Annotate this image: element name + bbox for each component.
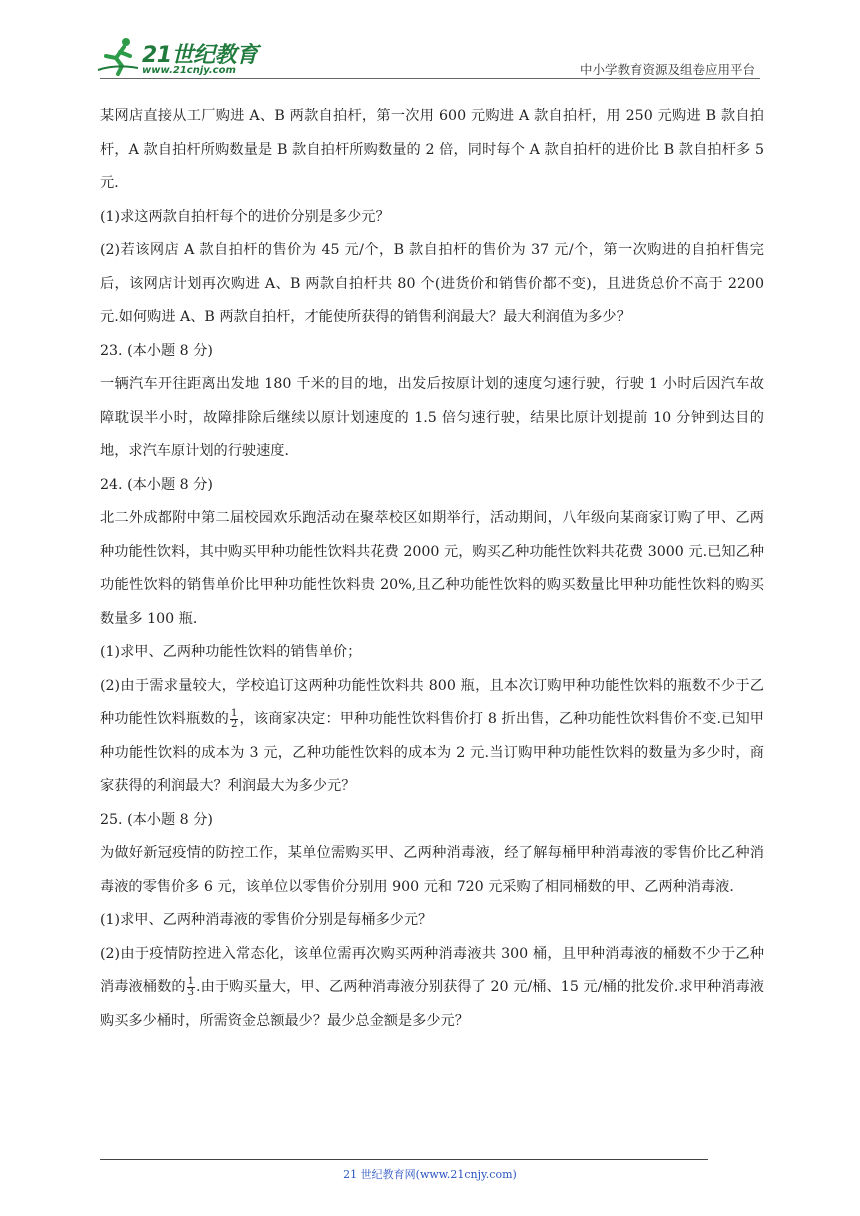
runner-logo-icon [96,36,140,76]
fraction-numerator: 1 [231,707,238,719]
q23-text: 一辆汽车开往距离出发地 180 千米的目的地，出发后按原计划的速度匀速行驶，行驶 1 小时后因汽车故障耽误半小时，故障排除后继续以原计划速度的 1.5 倍匀速行驶，结果比原计划提前 10 分钟到达目的地，求汽车原计划的行驶速度． [100,376,764,459]
q24-part2-b: ，该商家决定：甲种功能性饮料售价打 8 折出售，乙种功能性饮料售价不变.已知甲种功能性饮料的成本为 3 元，乙种功能性饮料的成本为 2 元.当订购甲种功能性饮料的数量为多少时，商家获得的利润最大？利润最大为多少元？ [100,711,764,794]
page-header [0,0,860,80]
q24-part2 [100,670,764,804]
q24-part2-a: (2)由于需求量较大，学校追订这两种功能性饮料共 800 瓶，且本次订购甲种功能性饮料的瓶数不少于乙种功能性饮料瓶数的 [100,677,764,727]
q23-heading: 23. (本小题 8 分) [100,342,213,359]
q25-part2-a: (2)由于疫情防控进入常态化，该单位需再次购买两种消毒液共 300 桶，且甲种消毒液的桶数不少于乙种消毒液桶数的 [100,945,764,995]
header-divider [100,78,760,79]
footer-link[interactable]: 21 世纪教育网(www.21cnjy.com) [343,1168,517,1181]
fraction-one-half [230,709,238,730]
document-body [100,100,764,1038]
q25-heading: 25. (本小题 8 分) [100,811,213,828]
q22-part1: (1)求这两款自拍杆每个的进价分别是多少元？ [100,208,390,225]
fraction-denominator: 3 [187,986,194,998]
platform-label: 中小学教育资源及组卷应用平台 [579,62,755,77]
q22-intro: 某网店直接从工厂购进 A、B 两款自拍杆，第一次用 600 元购进 A 款自拍杆，用 250 元购进 B 款自拍杆，A 款自拍杆所购数量是 B 款自拍杆所购数量的 2 倍，同时每个 A 款自拍杆的进价比 B 款自拍杆多 5 元． [100,108,764,191]
q25-part2-b: .由于购买量大，甲、乙两种消毒液分别获得了 20 元/桶、15 元/桶的批发价.求甲种消毒液购买多少桶时，所需资金总额最少？最少总金额是多少元？ [100,979,764,1029]
fraction-one-third [187,977,195,998]
logo-url: www.21cnjy.com [142,65,236,76]
q24-heading: 24. (本小题 8 分) [100,476,213,493]
footer-divider [100,1159,708,1160]
q25-text: 为做好新冠疫情的防控工作，某单位需购买甲、乙两种消毒液，经了解每桶甲种消毒液的零售价比乙种消毒液的零售价多 6 元，该单位以零售价分别用 900 元和 720 元采购了相同桶数的甲、乙两种消毒液． [100,845,764,895]
q22-part2: (2)若该网店 A 款自拍杆的售价为 45 元/个，B 款自拍杆的售价为 37 元/个，第一次购进的自拍杆售完后，该网店计划再次购进 A、B 两款自拍杆共 80 个(进货价和销售价都不变)，且进货总价不高于 2200 元.如何购进 A、B 两款自拍杆，才能使所获得的销售利润最大？最大利润值为多少？ [100,242,764,325]
q24-text: 北二外成都附中第二届校园欢乐跑活动在聚萃校区如期举行，活动期间，八年级向某商家订购了甲、乙两种功能性饮料，其中购买甲种功能性饮料共花费 2000 元，购买乙种功能性饮料共花费 3000 元.已知乙种功能性饮料的销售单价比甲种功能性饮料贵 20%,且乙种功能性饮料的购买数量比甲种功能性饮料的购买数量多 100 瓶． [100,510,764,627]
fraction-denominator: 2 [231,718,238,730]
site-logo[interactable] [96,36,266,78]
q25-part1: (1)求甲、乙两种消毒液的零售价分别是每桶多少元？ [100,912,433,928]
logo-text: 21世纪教育 [142,43,258,68]
fraction-numerator: 1 [187,975,194,987]
q25-part2 [100,938,764,1039]
q24-part1: (1)求甲、乙两种功能性饮料的销售单价； [100,644,362,660]
